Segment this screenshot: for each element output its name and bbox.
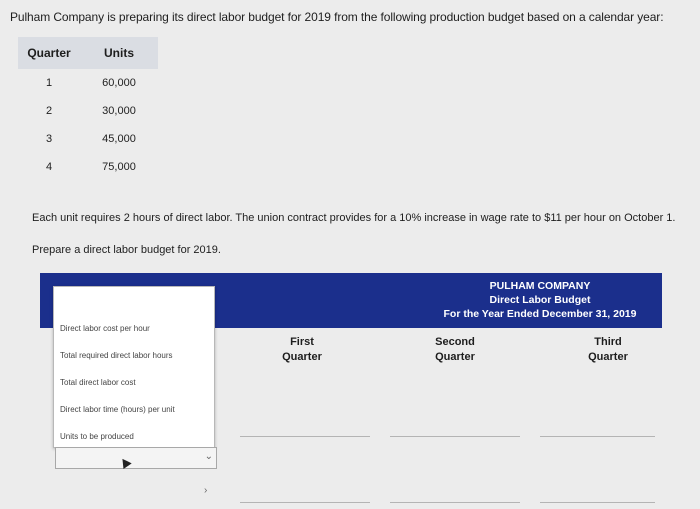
quarter-third-line1: Third [594,336,622,348]
production-table [18,37,158,181]
quarter-first-line1: First [290,336,314,348]
quarter-second-line1: Second [435,336,475,348]
second-quarter-input[interactable] [390,502,520,503]
quarter-second-line2: Quarter [435,351,475,363]
chevron-down-icon: ⌄ [204,451,213,462]
row-units: 60,000 [102,77,136,89]
third-quarter-input[interactable] [540,502,655,503]
instructions-p2: Prepare a direct labor budget for 2019. [32,244,221,256]
chevron-down-icon[interactable]: › [204,485,208,496]
quarter-first-line2: Quarter [282,351,322,363]
row-quarter: 4 [45,161,53,173]
header-quarter: Quarter [27,46,71,60]
budget-title: Direct Labor Budget [489,294,591,306]
dropdown-option[interactable]: Total direct labor cost [60,378,136,387]
row-units: 75,000 [102,161,136,173]
row-quarter: 2 [45,105,53,117]
budget-title-block [420,279,660,321]
row-units: 45,000 [102,133,136,145]
table-row [18,97,158,125]
table-row [18,69,158,97]
table-row [18,125,158,153]
quarter-third-header [568,335,648,365]
first-quarter-input[interactable] [240,436,370,437]
company-name: PULHAM COMPANY [489,280,591,292]
instructions-p1: Each unit requires 2 hours of direct labor. The union contract provides for a 10% increase in wage rate to $11 per hour on October 1. [32,212,676,224]
line-item-select[interactable] [55,447,217,469]
dropdown-option[interactable]: Units to be produced [60,432,134,441]
quarter-first-header [262,335,342,365]
production-table-header [18,37,158,69]
quarter-second-header [415,335,495,365]
header-units: Units [104,46,134,60]
row-quarter: 3 [45,133,53,145]
first-quarter-input[interactable] [240,502,370,503]
table-row [18,153,158,181]
dropdown-option[interactable]: Direct labor time (hours) per unit [60,405,175,414]
quarter-third-line2: Quarter [588,351,628,363]
dropdown-option[interactable]: Direct labor cost per hour [60,324,150,333]
line-item-dropdown-list[interactable] [53,286,215,448]
dropdown-option[interactable]: Total required direct labor hours [60,351,173,360]
second-quarter-input[interactable] [390,436,520,437]
row-quarter: 1 [45,77,53,89]
row-units: 30,000 [102,105,136,117]
budget-period: For the Year Ended December 31, 2019 [443,308,637,320]
intro-text: Pulham Company is preparing its direct labor budget for 2019 from the following production budget based on a calendar year: [10,10,664,24]
third-quarter-input[interactable] [540,436,655,437]
